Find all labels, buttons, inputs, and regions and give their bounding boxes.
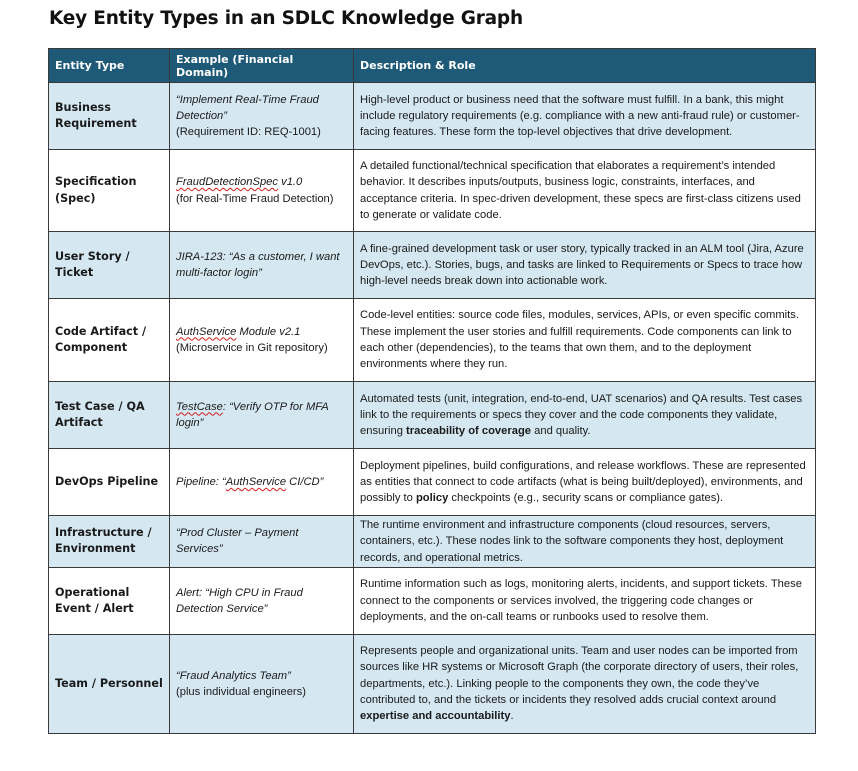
table-row bbox=[49, 83, 816, 150]
table-header-row bbox=[49, 49, 816, 83]
example-italic: : “Verify OTP for MFA login” bbox=[176, 400, 329, 429]
example-italic: CI/CD” bbox=[286, 475, 324, 488]
example-italic: Pipeline: “ bbox=[176, 475, 226, 488]
entity-type-cell: Infrastructure / Environment bbox=[49, 516, 170, 568]
table-row bbox=[49, 516, 816, 568]
entity-table bbox=[48, 48, 816, 734]
description-cell bbox=[354, 634, 816, 733]
table-row bbox=[49, 567, 816, 634]
entity-type-cell: Team / Personnel bbox=[49, 634, 170, 733]
example-italic: “Implement Real-Time Fraud Detection” bbox=[176, 93, 319, 122]
entity-type-cell: Business Requirement bbox=[49, 83, 170, 150]
example-italic-flagged: TestCase bbox=[176, 400, 223, 413]
example-plain: (for Real-Time Fraud Detection) bbox=[176, 192, 334, 205]
description-cell bbox=[354, 449, 816, 516]
header-description: Description & Role bbox=[354, 49, 816, 83]
desc-text: and quality. bbox=[531, 425, 591, 438]
example-italic: Alert: “High CPU in Fraud Detection Service” bbox=[176, 586, 303, 615]
entity-type-cell: Test Case / QA Artifact bbox=[49, 382, 170, 449]
table-row bbox=[49, 634, 816, 733]
description-cell: The runtime environment and infrastructure components (cloud resources, servers, containers, etc.). These nodes link to the software components they host, deployment records, and operational metrics. bbox=[354, 516, 816, 568]
example-cell bbox=[170, 634, 354, 733]
description-cell bbox=[354, 382, 816, 449]
table-row bbox=[49, 382, 816, 449]
desc-text: checkpoints (e.g., security scans or compliance gates). bbox=[448, 492, 724, 505]
example-plain: (Microservice in Git repository) bbox=[176, 342, 328, 354]
table-row bbox=[49, 150, 816, 232]
example-italic: v1.0 bbox=[278, 176, 303, 189]
example-cell bbox=[170, 83, 354, 150]
description-cell: High-level product or business need that the software must fulfill. In a bank, this might include regulatory requirements (e.g. compliance with a new anti-fraud rule) or customer-facing features. These form the top-level objectives that drive development. bbox=[354, 83, 816, 150]
desc-emphasis: traceability of coverage bbox=[406, 425, 532, 438]
example-italic-flagged: AuthService bbox=[176, 325, 237, 338]
description-cell: A detailed functional/technical specification that elaborates a requirement’s intended behavior. It describes inputs/outputs, business logic, constraints, interfaces, and acceptance criteria. In spec-driven development, these specs are first-class citizens used to generate or validate code. bbox=[354, 150, 816, 232]
page-title: Key Entity Types in an SDLC Knowledge Graph bbox=[49, 8, 523, 29]
entity-type-cell: Code Artifact / Component bbox=[49, 299, 170, 382]
description-cell: Runtime information such as logs, monitoring alerts, incidents, and support tickets. These connect to the components or services involved, the triggering code changes or deployments, and the on-call teams or runbooks used to resolve them. bbox=[354, 567, 816, 634]
entity-type-cell: Specification (Spec) bbox=[49, 150, 170, 232]
desc-text: Automated tests (unit, integration, end-to-end, UAT scenarios) and QA results. Test cases link to the requirements or specs they cover and the code components they validate, ensuring bbox=[360, 392, 803, 438]
example-italic: Module v2.1 bbox=[236, 325, 301, 338]
example-cell bbox=[170, 232, 354, 299]
description-cell: A fine-grained development task or user story, typically tracked in an ALM tool (Jira, Azure DevOps, etc.). Stories, bugs, and tasks are linked to Requirements or Specs to trace how high-level needs break down into actionable work. bbox=[354, 232, 816, 299]
entity-type-cell: DevOps Pipeline bbox=[49, 449, 170, 516]
desc-text: . bbox=[510, 710, 514, 723]
table-row bbox=[49, 449, 816, 516]
desc-text: Deployment pipelines, build configurations, and release workflows. These are represented as entities that connect to code artifacts (what is being built/deployed), environments, and possibly to bbox=[360, 459, 806, 505]
example-cell bbox=[170, 382, 354, 449]
example-cell bbox=[170, 516, 354, 568]
example-cell bbox=[170, 150, 354, 232]
desc-emphasis: expertise and accountability bbox=[360, 710, 511, 723]
header-entity-type: Entity Type bbox=[49, 49, 170, 83]
example-plain: (Requirement ID: REQ-1001) bbox=[176, 126, 321, 139]
example-cell bbox=[170, 449, 354, 516]
table-row bbox=[49, 299, 816, 382]
description-cell: Code-level entities: source code files, modules, services, APIs, or even specific commits. These implement the user stories and fulfill requirements. Code components can link to each other (dependencies), to the teams that own them, and to the deployment environments where they run. bbox=[354, 299, 816, 382]
example-italic: JIRA-123: “As a customer, I want multi-factor login” bbox=[176, 250, 340, 279]
example-plain: (plus individual engineers) bbox=[176, 685, 306, 698]
example-cell bbox=[170, 299, 354, 382]
example-italic: “Fraud Analytics Team” bbox=[176, 669, 291, 682]
example-cell bbox=[170, 567, 354, 634]
entity-type-cell: Operational Event / Alert bbox=[49, 567, 170, 634]
example-italic-flagged: FraudDetectionSpec bbox=[176, 176, 278, 189]
example-italic-flagged: AuthService bbox=[225, 475, 287, 488]
example-italic: “Prod Cluster – Payment Services” bbox=[176, 527, 299, 556]
desc-text: Represents people and organizational units. Team and user nodes can be imported from sources like HR systems or Microsoft Graph (the corporate directory of users, their roles, departments, etc.). Linking people to the components they own, the code they’ve contributed to, and the tickets or incidents they resolved adds crucial context around bbox=[360, 645, 799, 707]
desc-emphasis: policy bbox=[415, 492, 449, 505]
header-example: Example (Financial Domain) bbox=[170, 49, 354, 83]
table-row bbox=[49, 232, 816, 299]
entity-type-cell: User Story / Ticket bbox=[49, 232, 170, 299]
